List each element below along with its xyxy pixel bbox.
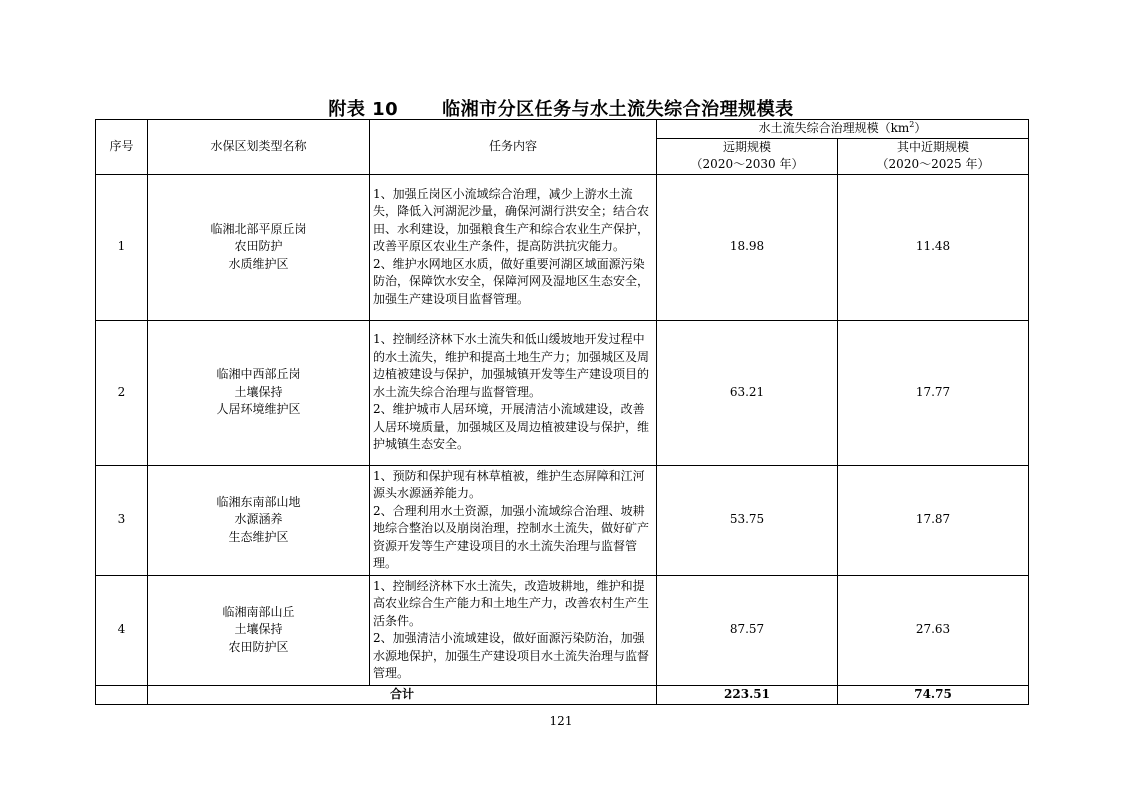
table-number: 附表 10 (328, 99, 399, 120)
header-index: 序号 (96, 120, 148, 175)
header-row (96, 120, 1029, 139)
row-index: 4 (96, 575, 148, 685)
table-row (96, 465, 1029, 575)
header-task: 任务内容 (370, 120, 657, 175)
row-near-term: 27.63 (838, 575, 1029, 685)
row-long-term: 18.98 (657, 174, 838, 320)
row-near-term: 17.77 (838, 320, 1029, 465)
row-task: 1、控制经济林下水土流失和低山缓坡地开发过程中的水土流失，维护和提高土地生产力；加强城区及周边植被建设与保护，加强城镇开发等生产建设项目的水土流失综合治理与监督管理。 2、维护城市人居环境，开展清洁小流域建设，改善人居环境质量，加强城区及周边植被建设与保护，维护城镇生态安全。 (370, 320, 657, 465)
row-task: 1、控制经济林下水土流失，改造坡耕地，维护和提高农业综合生产能力和土地生产力，改善农村生产生活条件。 2、加强清洁小流域建设，做好面源污染防治，加强水源地保护，加强生产建设项目水土流失治理与监督管理。 (370, 575, 657, 685)
total-long-term: 223.51 (657, 685, 838, 704)
table-row (96, 174, 1029, 320)
row-zone: 临湘中西部丘岗 土壤保持 人居环境维护区 (148, 320, 370, 465)
table-title (0, 95, 1122, 121)
row-task: 1、预防和保护现有林草植被，维护生态屏障和江河源头水源涵养能力。 2、合理利用水土资源，加强小流域综合治理、坡耕地综合整治以及崩岗治理，控制水土流失，做好矿产资源开发等生产建设项目的水土流失治理与监督管理。 (370, 465, 657, 575)
governance-scale-table (95, 119, 1029, 705)
row-task: 1、加强丘岗区小流域综合治理，减少上游水土流失，降低入河湖泥沙量，确保河湖行洪安全；结合农田、水利建设，加强粮食生产和综合农业生产保护，改善平原区农业生产条件，提高防洪抗灾能力。 2、维护水网地区水质，做好重要河湖区域面源污染防治，保障饮水安全，保障河网及湿地区生态安全，加强生产建设项目监督管理。 (370, 174, 657, 320)
table-name: 临湘市分区任务与水土流失综合治理规模表 (442, 99, 794, 120)
row-index: 1 (96, 174, 148, 320)
header-long-term: 远期规模 （2020～2030 年） (657, 138, 838, 174)
row-long-term: 63.21 (657, 320, 838, 465)
row-zone: 临湘北部平原丘岗 农田防护 水质维护区 (148, 174, 370, 320)
row-near-term: 17.87 (838, 465, 1029, 575)
total-row (96, 685, 1029, 704)
total-near-term: 74.75 (838, 685, 1029, 704)
header-near-term: 其中近期规模 （2020～2025 年） (838, 138, 1029, 174)
row-near-term: 11.48 (838, 174, 1029, 320)
row-zone: 临湘东南部山地 水源涵养 生态维护区 (148, 465, 370, 575)
header-scale-group: 水土流失综合治理规模$(km^2)$ (657, 120, 1029, 139)
table-row (96, 575, 1029, 685)
header-zone-name: 水保区划类型名称 (148, 120, 370, 175)
row-long-term: 53.75 (657, 465, 838, 575)
row-zone: 临湘南部山丘 土壤保持 农田防护区 (148, 575, 370, 685)
table-row (96, 320, 1029, 465)
row-index: 3 (96, 465, 148, 575)
total-index-empty (96, 685, 148, 704)
row-long-term: 87.57 (657, 575, 838, 685)
total-label: 合计 (148, 685, 657, 704)
page-number: 121 (549, 714, 573, 728)
row-index: 2 (96, 320, 148, 465)
